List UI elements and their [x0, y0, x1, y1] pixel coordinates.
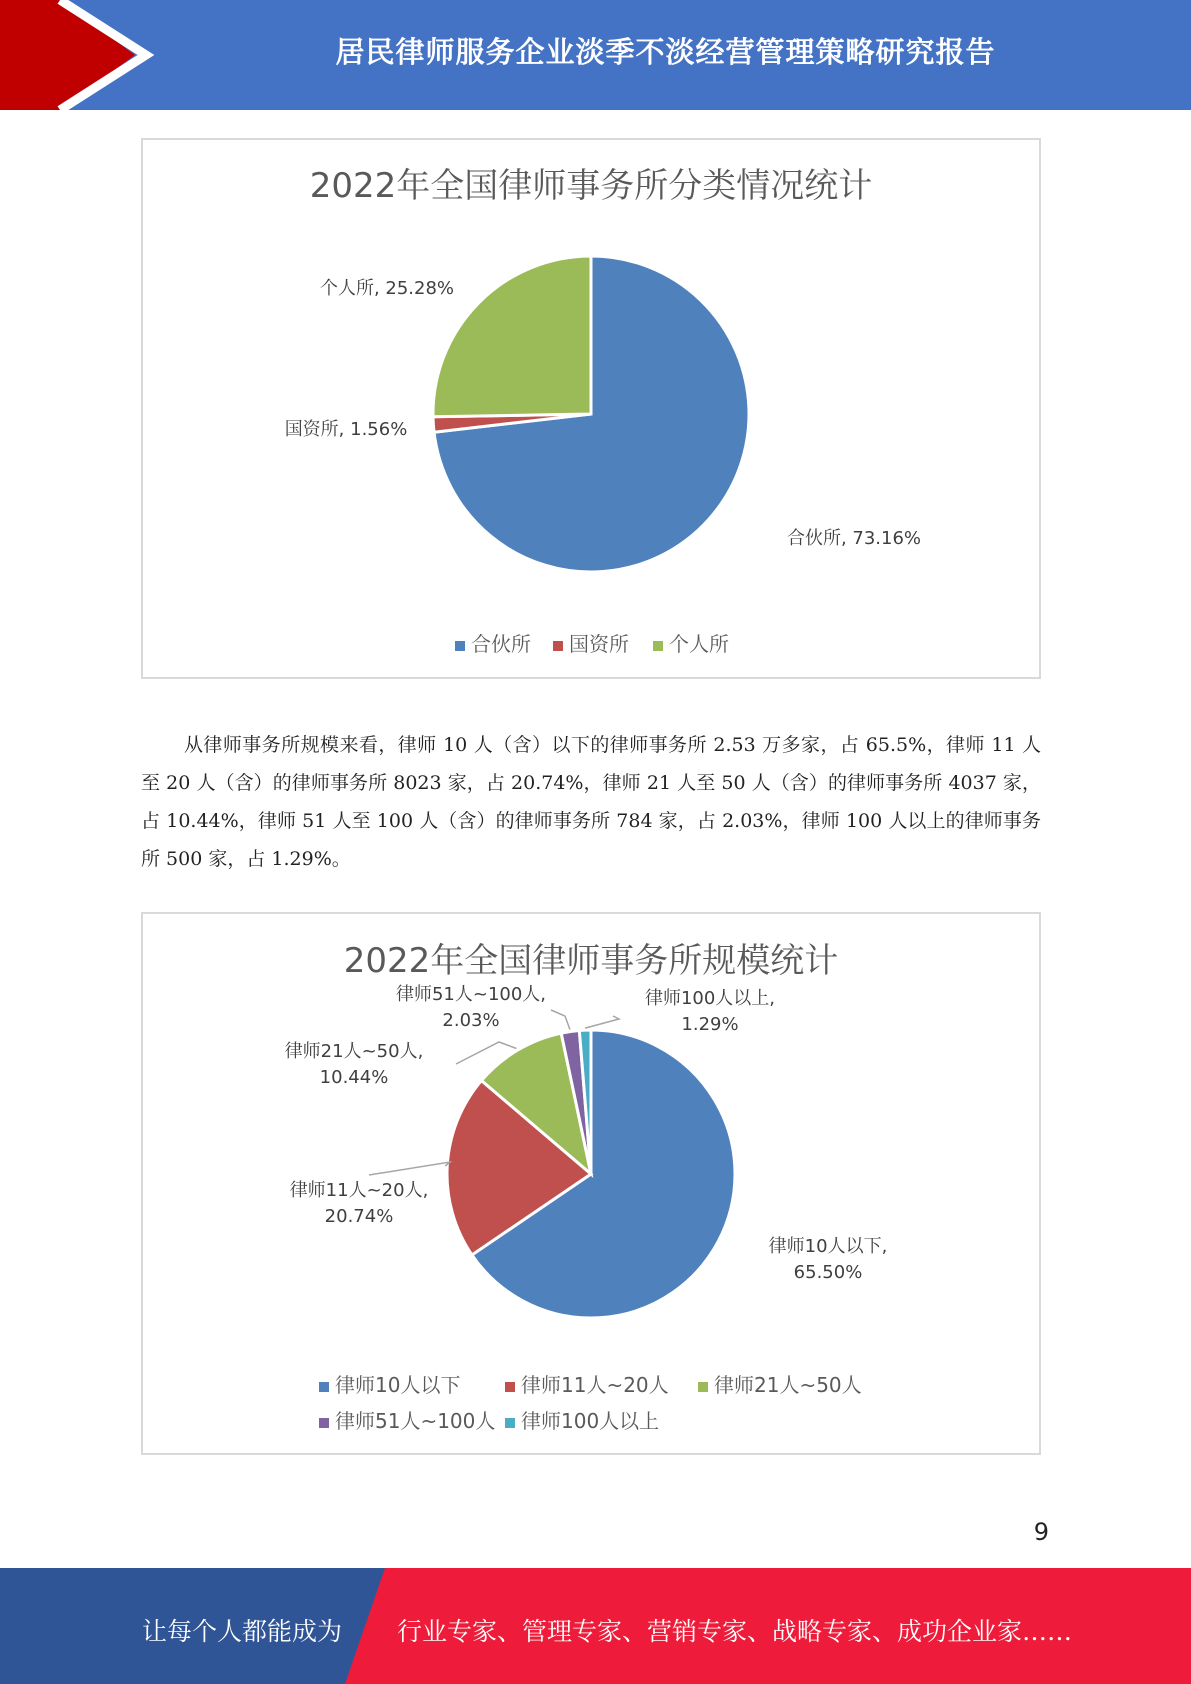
- pie-slice: [433, 256, 591, 417]
- legend-label: 律师51人~100人: [335, 1409, 496, 1433]
- legend-label: 律师21人~50人: [714, 1373, 862, 1397]
- legend-label: 国资所: [569, 632, 629, 656]
- data-label: 律师10人以下,: [768, 1236, 888, 1257]
- page-header: [0, 0, 1191, 110]
- legend-label: 律师11人~20人: [521, 1373, 669, 1397]
- legend-swatch: [505, 1382, 515, 1392]
- legend-label: 合伙所: [471, 632, 531, 656]
- chart-law-firm-scale: [141, 912, 1041, 1455]
- leader-line: [551, 1010, 570, 1030]
- legend-swatch: [698, 1382, 708, 1392]
- page-footer: [0, 1568, 1191, 1684]
- page-number: 9: [1033, 1518, 1049, 1546]
- body-paragraph: 从律师事务所规模来看，律师 10 人（含）以下的律师事务所 2.53 万多家，占 65.5%，律师 11 人至 20 人（含）的律师事务所 8023 家，占 20.74%，律师 21 人至 50 人（含）的律师事务所 4037 家，占 10.44%，律师 51 人至 100 人（含）的律师事务所 784 家，占 2.03%，律师 100 人以上的律师事务所 500 家，占 1.29%。: [141, 734, 1041, 870]
- data-label: 律师51人~100人,: [395, 984, 547, 1005]
- data-label: 10.44%: [319, 1067, 389, 1088]
- data-label: 国资所, 1.56%: [284, 419, 408, 440]
- legend-swatch: [319, 1418, 329, 1428]
- legend-label: 律师10人以下: [335, 1373, 461, 1397]
- footer-slogan-right: 行业专家、管理专家、营销专家、战略专家、成功企业家……: [397, 1617, 1073, 1646]
- legend-swatch: [455, 641, 465, 651]
- chart-title: 2022年全国律师事务所分类情况统计: [309, 166, 873, 206]
- legend-swatch: [505, 1418, 515, 1428]
- report-title: 居民律师服务企业淡季不淡经营管理策略研究报告: [335, 35, 996, 69]
- data-label: 2.03%: [442, 1010, 500, 1031]
- data-label: 律师11人~20人,: [289, 1180, 429, 1201]
- data-label: 20.74%: [324, 1206, 394, 1227]
- data-label: 个人所, 25.28%: [319, 278, 455, 299]
- footer-slogan-left: 让每个人都能成为: [142, 1617, 343, 1646]
- pie-chart-svg: [143, 914, 1039, 1453]
- data-label: 合伙所, 73.16%: [786, 528, 922, 549]
- legend-label: 律师100人以上: [521, 1409, 660, 1433]
- legend-swatch: [653, 641, 663, 651]
- legend-swatch: [319, 1382, 329, 1392]
- legend-label: 个人所: [669, 632, 729, 656]
- leader-line: [369, 1162, 450, 1175]
- data-label: 律师21人~50人,: [284, 1041, 424, 1062]
- pie-chart-svg: [143, 140, 1039, 677]
- data-label: 1.29%: [681, 1014, 739, 1035]
- leader-line: [585, 1016, 619, 1028]
- chart-title: 2022年全国律师事务所规模统计: [343, 941, 839, 981]
- data-label: 65.50%: [793, 1262, 863, 1283]
- legend-swatch: [553, 641, 563, 651]
- chart-law-firm-types: [141, 138, 1041, 679]
- data-label: 律师100人以上,: [644, 988, 776, 1009]
